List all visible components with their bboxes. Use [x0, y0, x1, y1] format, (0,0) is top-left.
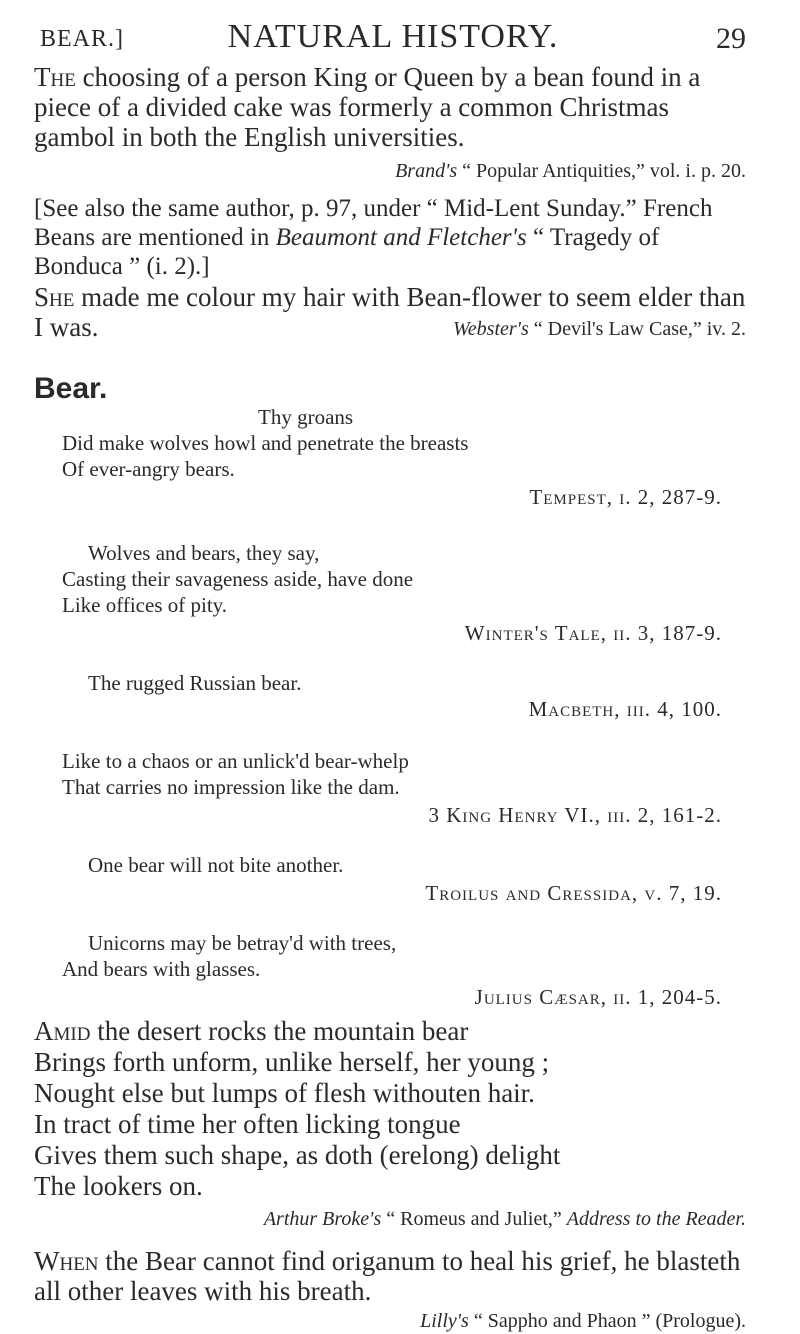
- quote-henry-vi: Like to a chaos or an unlick'd bear-whelp That carries no impression like the dam. 3 King Henry VI., iii. 2, 161-2.: [62, 749, 722, 827]
- quote-troilus: One bear will not bite another. Troilus and Cressida, v. 7, 19.: [62, 852, 722, 906]
- quote-winters-tale: Wolves and bears, they say, Casting their savageness aside, have done Like offices of pity. Winter's Tale, ii. 3, 187-9.: [62, 541, 722, 645]
- lead-word: She: [34, 282, 75, 312]
- page-header: [40, 18, 746, 58]
- running-head-left: BEAR.]: [40, 26, 124, 52]
- paragraph-kings-bean: [34, 62, 746, 184]
- quote-citation: Julius Cæsar, ii. 1, 204-5.: [474, 985, 722, 1009]
- citation: Arthur Broke's “ Romeus and Juliet,” Address to the Reader.: [263, 1208, 746, 1230]
- quote-citation: Winter's Tale, ii. 3, 187-9.: [464, 621, 722, 645]
- citation: Lilly's “ Sappho and Phaon ” (Prologue).: [420, 1310, 746, 1332]
- quote-tempest: Thy groans Did make wolves howl and penetrate the breasts Of ever-angry bears. Tempest, i. 2, 287-9.: [62, 405, 722, 509]
- citation: Brand's “ Popular Antiquities,” vol. i. p. 20.: [395, 160, 746, 182]
- section-heading-bear: Bear.: [34, 372, 108, 405]
- lead-word: The: [34, 62, 76, 92]
- quote-citation: 3 King Henry VI., iii. 2, 161-2.: [428, 803, 722, 827]
- lead-word: When: [34, 1246, 99, 1276]
- quote-macbeth: The rugged Russian bear. Macbeth, iii. 4, 100.: [62, 670, 722, 722]
- paragraph-see-also: [See also the same author, p. 97, under “ Mid-Lent Sunday.” French Beans are mentioned in Beaumont and Fletcher's “ Tragedy of Bonduca ” (i. 2).]: [34, 195, 713, 280]
- quote-citation: Tempest, i. 2, 287-9.: [529, 485, 722, 509]
- poem-romeus-juliet: Amid the desert rocks the mountain bear Brings forth unform, unlike herself, her young ; Nought else but lumps of flesh withouten hair. In tract of time her often licking tongue Gives them such shape, as doth (erelong) delight The lookers on. Arthur Broke's “ Romeus and Juliet,” Address to the Reader.: [34, 1016, 746, 1230]
- citation: Webster's “ Devil's Law Case,” iv. 2.: [452, 318, 746, 340]
- paragraph-text: choosing of a person King or Queen by a bean found in a piece of a divided cake was formerly a common Christmas gambol in both the English universities.: [34, 62, 701, 152]
- lead-word: Amid: [34, 1016, 91, 1046]
- quote-citation: Macbeth, iii. 4, 100.: [528, 697, 722, 721]
- page-number: 29: [716, 22, 746, 55]
- paragraph-bean-flower: She made me colour my hair with Bean-flower to seem elder than I was. Webster's “ Devil's Law Case,” iv. 2.: [34, 282, 746, 342]
- quote-citation: Troilus and Cressida, v. 7, 19.: [425, 881, 722, 905]
- page-title: NATURAL HISTORY.: [227, 18, 559, 55]
- paragraph-origanum: When the Bear cannot find origanum to heal his grief, he blasteth all other leaves with his breath. Lilly's “ Sappho and Phaon ” (Prologue).: [34, 1246, 746, 1332]
- quote-julius-caesar: Unicorns may be betray'd with trees, And bears with glasses. Julius Cæsar, ii. 1, 204-5.: [62, 931, 722, 1009]
